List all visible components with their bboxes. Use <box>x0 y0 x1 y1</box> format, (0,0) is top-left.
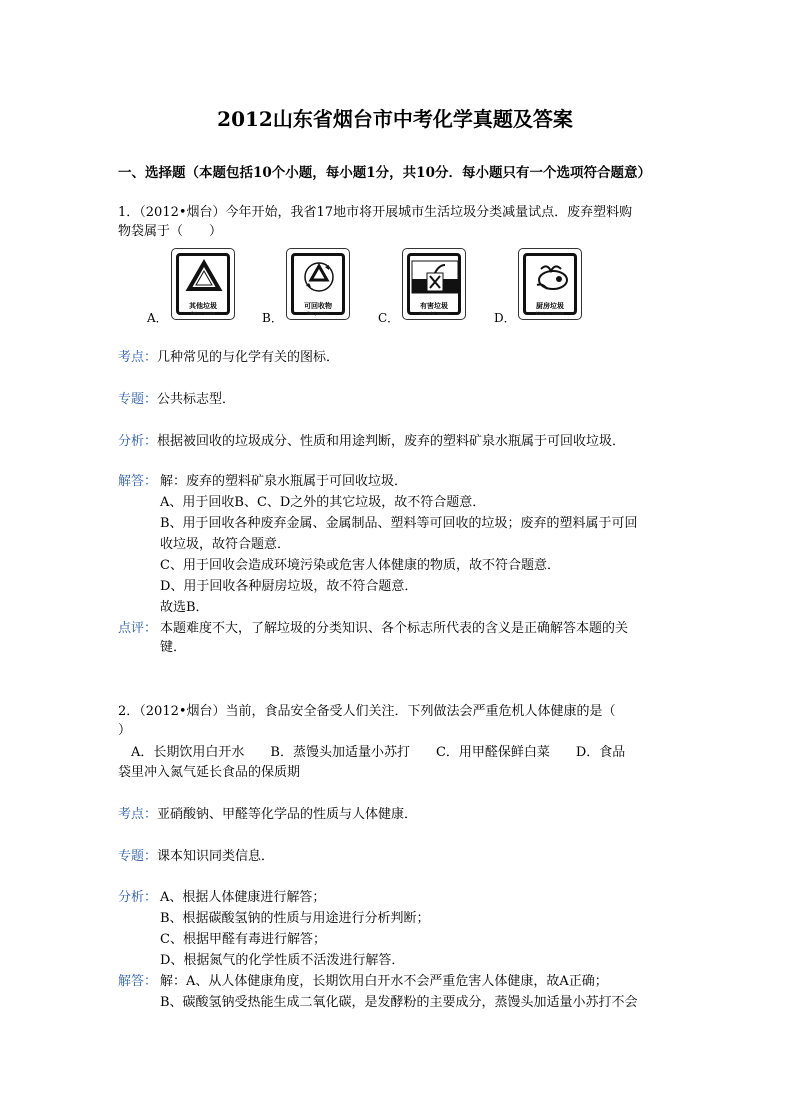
q1-fenxi-label: 分析： <box>118 434 158 449</box>
option-b-sub: Recyclable <box>307 311 329 316</box>
q2-fenxi-line: D、根据氮气的化学性质不活泼进行解答． <box>160 953 405 968</box>
q1-option-c-letter: C． <box>378 311 400 325</box>
q1-jieda-line: 收垃圾，故符合题意． <box>160 537 291 552</box>
q1-zhuanti-row <box>118 390 235 410</box>
q2-zhuanti-text: 课本知识同类信息． <box>157 849 275 864</box>
q1-stem-line1: 1．（2012•烟台）今年开始，我省17地市将开展城市生活垃圾分类减量试点．废弃塑料购 <box>118 205 633 220</box>
q1-option-a-letter: A． <box>147 311 168 325</box>
q2-stem-line2: ） <box>118 723 132 738</box>
option-d-sub: Kitchen waste <box>535 311 565 316</box>
option-c-sub: Harmful waste <box>419 311 449 316</box>
q2-fenxi-line: B、根据碳酸氢钠的性质与用途进行分析判断； <box>160 911 430 926</box>
q1-jieda-line: C、用于回收会造成环境污染或危害人体健康的物质，故不符合题意． <box>160 558 560 573</box>
option-d-caption: 厨房垃圾 <box>536 302 564 310</box>
q2-options-line1: A．长期饮用白开水 B．蒸馒头加适量小苏打 C．用甲醛保鲜白菜 D．食品 <box>118 745 626 760</box>
option-a-sign <box>171 248 235 320</box>
q1-jieda-line: B、用于回收各种废弃金属、金属制品、塑料等可回收的垃圾；废弃的塑料属于可回 <box>160 516 638 531</box>
option-d-sign <box>518 248 582 320</box>
option-a-sub: Other waste <box>190 311 216 316</box>
q1-dianping-line: 键． <box>160 640 187 655</box>
q1-fenxi-row <box>118 432 625 452</box>
q2-fenxi-line: A、根据人体健康进行解答； <box>160 890 326 905</box>
option-b-sign <box>286 248 350 320</box>
q2-options-line2: 袋里冲入氮气延长食品的保质期 <box>118 765 301 780</box>
q2-jieda-label: 解答： <box>118 974 158 989</box>
section-heading: 一、选择题（本题包括10个小题，每小题1分，共10分．每小题只有一个选项符合题意） <box>118 165 651 181</box>
option-a-caption: 其他垃圾 <box>189 302 217 310</box>
option-c-caption: 有害垃圾 <box>420 302 448 310</box>
page-title: 2012山东省烟台市中考化学真题及答案 <box>217 107 573 131</box>
q1-kaodian-text: 几种常见的与化学有关的图标． <box>157 350 340 365</box>
q1-option-d-letter: D． <box>494 311 516 325</box>
q1-kaodian-row <box>118 348 339 368</box>
q2-jieda-line: 解：A、从人体健康角度，长期饮用白开水不会严重危害人体健康，故A正确； <box>160 974 608 989</box>
q1-jieda-line: 故选B． <box>160 600 209 615</box>
q2-kaodian-text: 亚硝酸钠、甲醛等化学品的性质与人体健康． <box>157 807 418 822</box>
q2-fenxi-line: C、根据甲醛有毒进行解答； <box>160 932 326 947</box>
q2-fenxi-label: 分析： <box>118 890 158 905</box>
q2-jieda-line: B、碳酸氢钠受热能生成二氧化碳，是发酵粉的主要成分，蒸馒头加适量小苏打不会 <box>160 995 638 1010</box>
q1-zhuanti-label: 专题： <box>118 392 158 407</box>
option-c-sign <box>402 248 466 320</box>
q2-kaodian-row <box>118 805 417 825</box>
q2-zhuanti-label: 专题： <box>118 849 158 864</box>
q2-stem-line1: 2．（2012•烟台）当前，食品安全备受人们关注．下列做法会严重危机人体健康的是（ <box>118 704 616 719</box>
q1-kaodian-label: 考点： <box>118 350 158 365</box>
q1-option-b-letter: B． <box>262 311 283 325</box>
q1-jieda-line: 解：废弃的塑料矿泉水瓶属于可回收垃圾． <box>160 474 408 489</box>
q1-dianping-line: 本题难度不大，了解垃圾的分类知识、各个标志所代表的含义是正确解答本题的关 <box>160 621 629 636</box>
q1-jieda-line: A、用于回收B、C、D之外的其它垃圾，故不符合题意． <box>160 495 486 510</box>
q2-zhuanti-row <box>118 847 274 867</box>
option-b-caption: 可回收物 <box>304 302 332 310</box>
q1-stem-line2: 物袋属于（ ） <box>118 224 223 239</box>
q1-zhuanti-text: 公共标志型． <box>157 392 236 407</box>
q1-dianping-label: 点评： <box>118 621 158 636</box>
q1-jieda-line: D、用于回收各种厨房垃圾，故不符合题意． <box>160 579 418 594</box>
q1-jieda-label: 解答： <box>118 474 158 489</box>
q1-fenxi-text: 根据被回收的垃圾成分、性质和用途判断，废弃的塑料矿泉水瓶属于可回收垃圾． <box>157 434 626 449</box>
q2-kaodian-label: 考点： <box>118 807 158 822</box>
